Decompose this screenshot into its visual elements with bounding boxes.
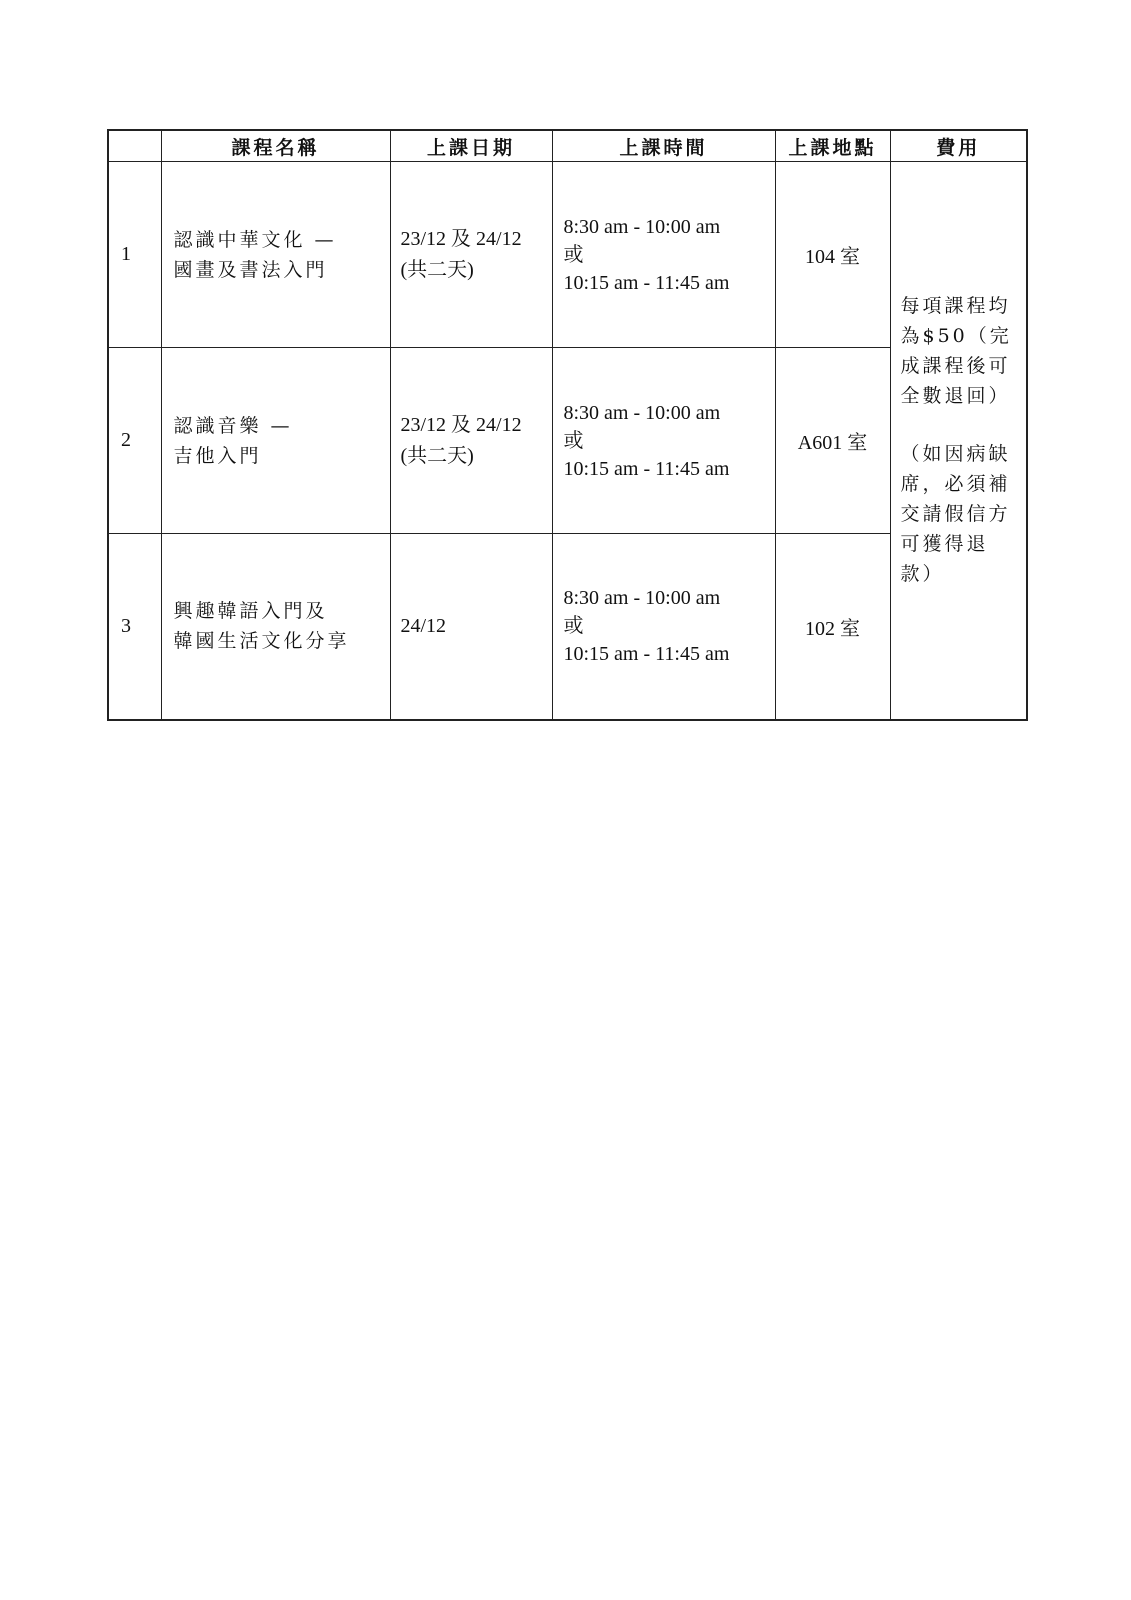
- course-name-line: 國畫及書法入門: [173, 258, 328, 281]
- fee-main-text: 每項課程均為$50（完成課程後可全數退回）: [900, 295, 1012, 408]
- course-date-line: 24/12: [400, 614, 447, 637]
- course-time-line: 10:15 am - 11:45 am: [563, 271, 730, 294]
- course-time-line: 8:30 am - 10:00 am: [563, 215, 721, 238]
- header-fee: 費用: [890, 130, 1027, 162]
- course-time-cell: [552, 162, 775, 348]
- row-number: 3: [108, 534, 161, 720]
- course-time-line: 8:30 am - 10:00 am: [563, 587, 721, 610]
- header-date: 上課日期: [390, 130, 552, 162]
- course-date-line: 23/12 及 24/12: [400, 227, 522, 250]
- table-row: [108, 534, 1027, 720]
- header-time: 上課時間: [552, 130, 775, 162]
- header-venue: 上課地點: [775, 130, 890, 162]
- course-date-cell: [390, 162, 552, 348]
- course-date-cell: [390, 534, 552, 720]
- row-number: 1: [108, 162, 161, 348]
- course-date-cell: [390, 348, 552, 534]
- course-venue-cell: 102 室: [775, 534, 890, 720]
- row-number: 2: [108, 348, 161, 534]
- table-row: [108, 348, 1027, 534]
- course-name-cell: [161, 348, 390, 534]
- course-name-line: 認識音樂 —: [173, 414, 293, 437]
- header-course-name: 課程名稱: [161, 130, 390, 162]
- course-venue-cell: 104 室: [775, 162, 890, 348]
- course-time-line: 或: [563, 243, 584, 266]
- course-time-cell: [552, 534, 775, 720]
- course-time-line: 或: [563, 615, 584, 638]
- course-date-line: (共二天): [400, 258, 474, 281]
- course-date-line: 23/12 及 24/12: [400, 413, 522, 436]
- course-time-line: 8:30 am - 10:00 am: [563, 401, 721, 424]
- header-number: [108, 130, 161, 162]
- course-name-line: 韓國生活文化分享: [173, 630, 350, 653]
- course-name-cell: [161, 534, 390, 720]
- course-venue-cell: A601 室: [775, 348, 890, 534]
- course-name-line: 興趣韓語入門及: [173, 600, 328, 623]
- fee-note-text: （如因病缺席，必須補交請假信方可獲得退款）: [900, 443, 1011, 586]
- course-name-cell: [161, 162, 390, 348]
- course-time-cell: [552, 348, 775, 534]
- course-time-line: 10:15 am - 11:45 am: [563, 457, 730, 480]
- course-name-line: 認識中華文化 —: [173, 228, 337, 251]
- fee-cell: [890, 162, 1027, 720]
- course-time-line: 或: [563, 429, 584, 452]
- course-name-line: 吉他入門: [173, 444, 262, 467]
- course-time-line: 10:15 am - 11:45 am: [563, 643, 730, 666]
- course-date-line: (共二天): [400, 444, 474, 467]
- table-row: [108, 162, 1027, 348]
- header-row: [108, 130, 1027, 162]
- course-table: [107, 129, 1028, 721]
